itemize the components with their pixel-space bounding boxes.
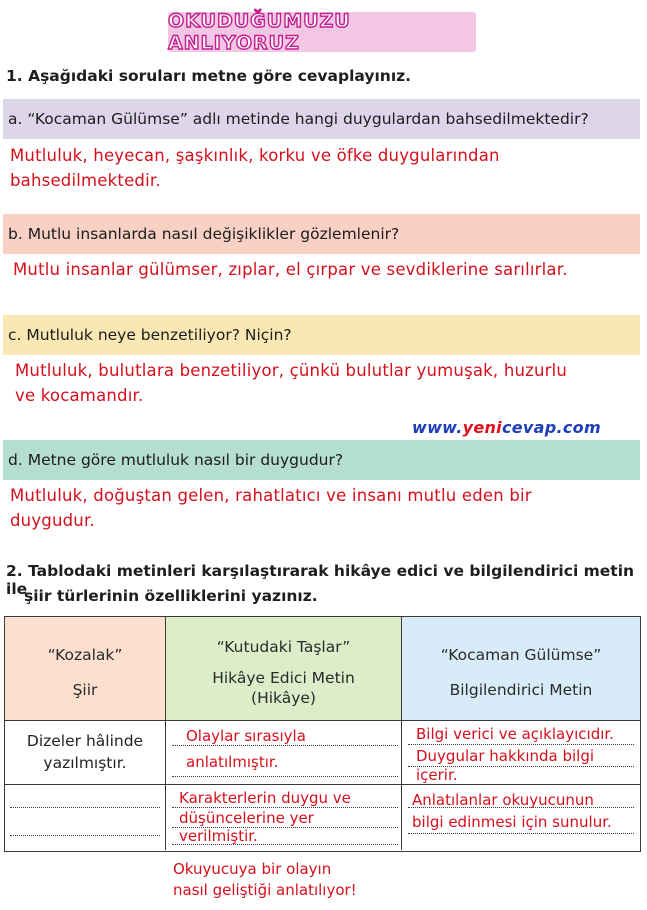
header-story: [166, 617, 402, 721]
answer-d-line-2: duygudur.: [10, 511, 95, 530]
header-poem: [5, 617, 166, 721]
page-title: OKUDUĞUMUZU ANLIYORUZ: [168, 10, 351, 54]
header-info-type: Bilgilendirici Metin: [449, 681, 593, 699]
row-1-poem-cell: [5, 721, 166, 785]
header-info: [402, 617, 640, 721]
section-1-heading: 1. Aşağıdaki soruları metne göre cevaplayınız.: [6, 67, 412, 85]
answer-d: [10, 483, 532, 533]
answer-a-line-1: Mutluluk, heyecan, şaşkınlık, korku ve öfke duygularından: [10, 146, 500, 165]
dotted-line: [10, 807, 160, 808]
answer-d-line-1: Mutluluk, doğuştan gelen, rahatlatıcı ve insanı mutlu eden bir: [10, 486, 532, 505]
row-1-poem-line-1: Dizeler hâlinde: [26, 732, 144, 750]
section-2-heading-line-1: 2. Tablodaki metinleri karşılaştırarak hikâye edici ve bilgilendirici metin ile: [6, 562, 635, 598]
dotted-line: [408, 833, 634, 834]
section-2-heading-line-2: şiir türlerinin özelliklerini yazınız.: [24, 587, 318, 605]
row-2-story-line-3: verilmiştir.: [179, 827, 258, 845]
row-1-info-line-2: Duygular hakkında bilgi: [416, 747, 595, 765]
question-a: a. “Kocaman Gülümse” adlı metinde hangi duygulardan bahsedilmektedir?: [3, 99, 640, 139]
row-1-info-line-3: içerir.: [416, 766, 458, 784]
extra-story-line-2: nasıl geliştiği anlatılıyor!: [173, 881, 357, 899]
row-1-story-cell: [166, 721, 402, 785]
answer-b-line-1: Mutlu insanlar gülümser, zıplar, el çırpar ve sevdiklerine sarılırlar.: [13, 260, 568, 279]
answer-b: [13, 257, 568, 282]
watermark-link[interactable]: [412, 418, 601, 437]
watermark-suffix: cevap.com: [501, 418, 601, 437]
header-story-title: “Kutudaki Taşlar”: [216, 638, 351, 656]
comparison-table: [4, 616, 641, 852]
header-poem-title: “Kozalak”: [47, 646, 123, 664]
dotted-line: [10, 835, 160, 836]
question-d: d. Metne göre mutluluk nasıl bir duygudur?: [3, 440, 640, 480]
answer-c-line-2: ve kocamandır.: [15, 386, 144, 405]
answer-c-line-1: Mutluluk, bulutlara benzetiliyor, çünkü bulutlar yumuşak, huzurlu: [15, 361, 568, 380]
row-1-poem-line-2: yazılmıştır.: [43, 754, 127, 772]
watermark-highlight: yeni: [462, 418, 502, 437]
row-2-story-cell: [166, 785, 402, 850]
row-2-poem-cell: [5, 785, 166, 850]
header-poem-type: Şiir: [72, 681, 98, 699]
title-banner: [168, 12, 476, 52]
row-2-info-line-2: bilgi edinmesi için sunulur.: [412, 813, 612, 831]
answer-c: [15, 358, 567, 408]
extra-story-answer: [173, 859, 357, 901]
answer-a-line-2: bahsedilmektedir.: [10, 171, 161, 190]
extra-story-line-1: Okuyucuya bir olayın: [173, 860, 332, 878]
row-1-info-line-1: Bilgi verici ve açıklayıcıdır.: [416, 725, 614, 743]
row-2-info-line-1: Anlatılanlar okuyucunun: [412, 791, 594, 809]
header-info-title: “Kocaman Gülümse”: [440, 646, 602, 664]
row-2-info-cell: [402, 785, 640, 850]
question-b: b. Mutlu insanlarda nasıl değişiklikler gözlemlenir?: [3, 214, 640, 254]
dotted-line: [172, 776, 398, 777]
answer-a: [10, 143, 500, 193]
header-story-subtype: (Hikâye): [251, 689, 316, 707]
row-1-story-line-2: anlatılmıştır.: [186, 753, 279, 771]
question-c: c. Mutluluk neye benzetiliyor? Niçin?: [3, 315, 640, 355]
header-story-type: Hikâye Edici Metin: [212, 669, 355, 687]
row-1-story-line-1: Olaylar sırasıyla: [186, 727, 306, 745]
row-2-story-line-2: düşüncelerine yer: [179, 809, 314, 827]
row-1-info-cell: [402, 721, 640, 785]
row-2-story-line-1: Karakterlerin duygu ve: [179, 789, 351, 807]
watermark-prefix: www.: [412, 418, 463, 437]
